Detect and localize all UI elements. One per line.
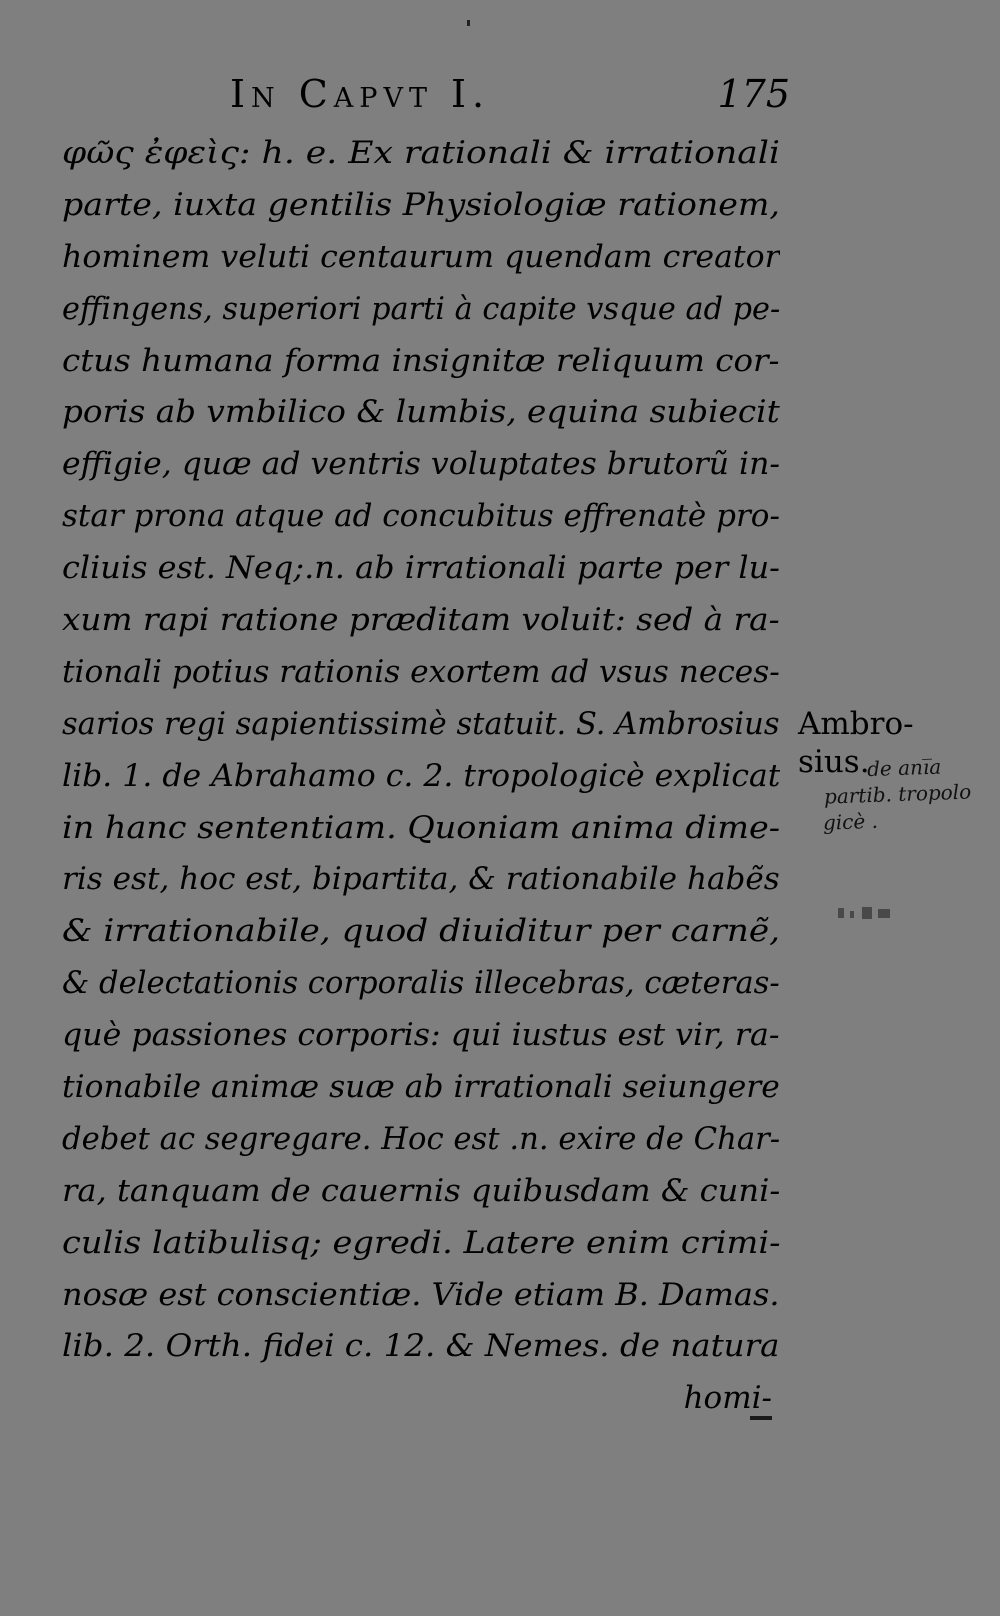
speck-top [467,20,470,26]
handwritten-annotation [799,752,1000,837]
text-line: effigie, quæ ad ventris voluptates brutorũ in- [62,446,780,483]
running-head: In Capvt I. [230,72,491,116]
text-line: & irrationabile, quod diuiditur per carnẽ, [62,913,780,950]
margin-note-line: sius. [798,744,870,780]
text-line: ra, tanquam de cauernis quibusdam & cuni- [62,1172,780,1209]
text-line: sarios regi sapientissimè statuit. S. Ambrosius [62,705,780,742]
text-line: lib. 2. Orth. fidei c. 12. & Nemes. de natura [62,1328,780,1365]
annotation-line: partib. tropolo [823,779,972,809]
text-line: culis latibulisq; egredi. Latere enim crimi- [62,1224,780,1261]
catchword-mark [750,1416,772,1420]
text-line: debet ac segregare. Hoc est .n. exire de Char- [62,1120,780,1157]
margin-note-line: Ambro- [798,706,914,742]
text-line: nosæ est conscientiæ. Vide etiam B. Damas. [62,1276,780,1313]
text-line: in hanc sententiam. Quoniam anima dime- [62,809,780,846]
text-line: & delectationis corporalis illecebras, cæteras- [62,965,780,1002]
text-line: ris est, hoc est, bipartita, & rationabile habẽs [62,861,780,898]
text-line: parte, iuxta gentilis Physiologiæ rationem, [62,186,780,223]
text-line: tionali potius rationis exortem ad vsus neces- [62,653,780,690]
text-line: star prona atque ad concubitus effrenatè pro- [62,498,780,535]
text-line: ctus humana forma insignitæ reliquum cor- [62,342,780,379]
faded-mark [836,905,896,921]
text-line: poris ab vmbilico & lumbis, equina subiecit [62,394,780,431]
text-line: φῶς ἐφεὶς: h. e. Ex rationali & irrationali [62,135,780,171]
catchword: homi- [683,1380,772,1417]
text-line: lib. 1. de Abrahamo c. 2. tropologicè explicat [62,757,780,794]
annotation-line: de ani̅a [866,754,942,782]
text-line: effingens, superiori parti à capite vsque ad pe- [62,290,780,327]
body-text [62,128,780,1425]
text-line: cliuis est. Neq;.n. ab irrationali parte per lu- [62,550,780,587]
text-line: hominem veluti centaurum quendam creator [62,238,780,275]
page-header [230,72,790,122]
text-line: tionabile animæ suæ ab irrationali seiungere [62,1069,780,1106]
annotation-line: gicè . [822,808,879,835]
text-line: què passiones corporis: qui iustus est vir, ra- [62,1017,780,1054]
text-line: xum rapi ratione præditam voluit: sed à ra- [62,602,780,639]
page-number: 175 [717,72,790,116]
